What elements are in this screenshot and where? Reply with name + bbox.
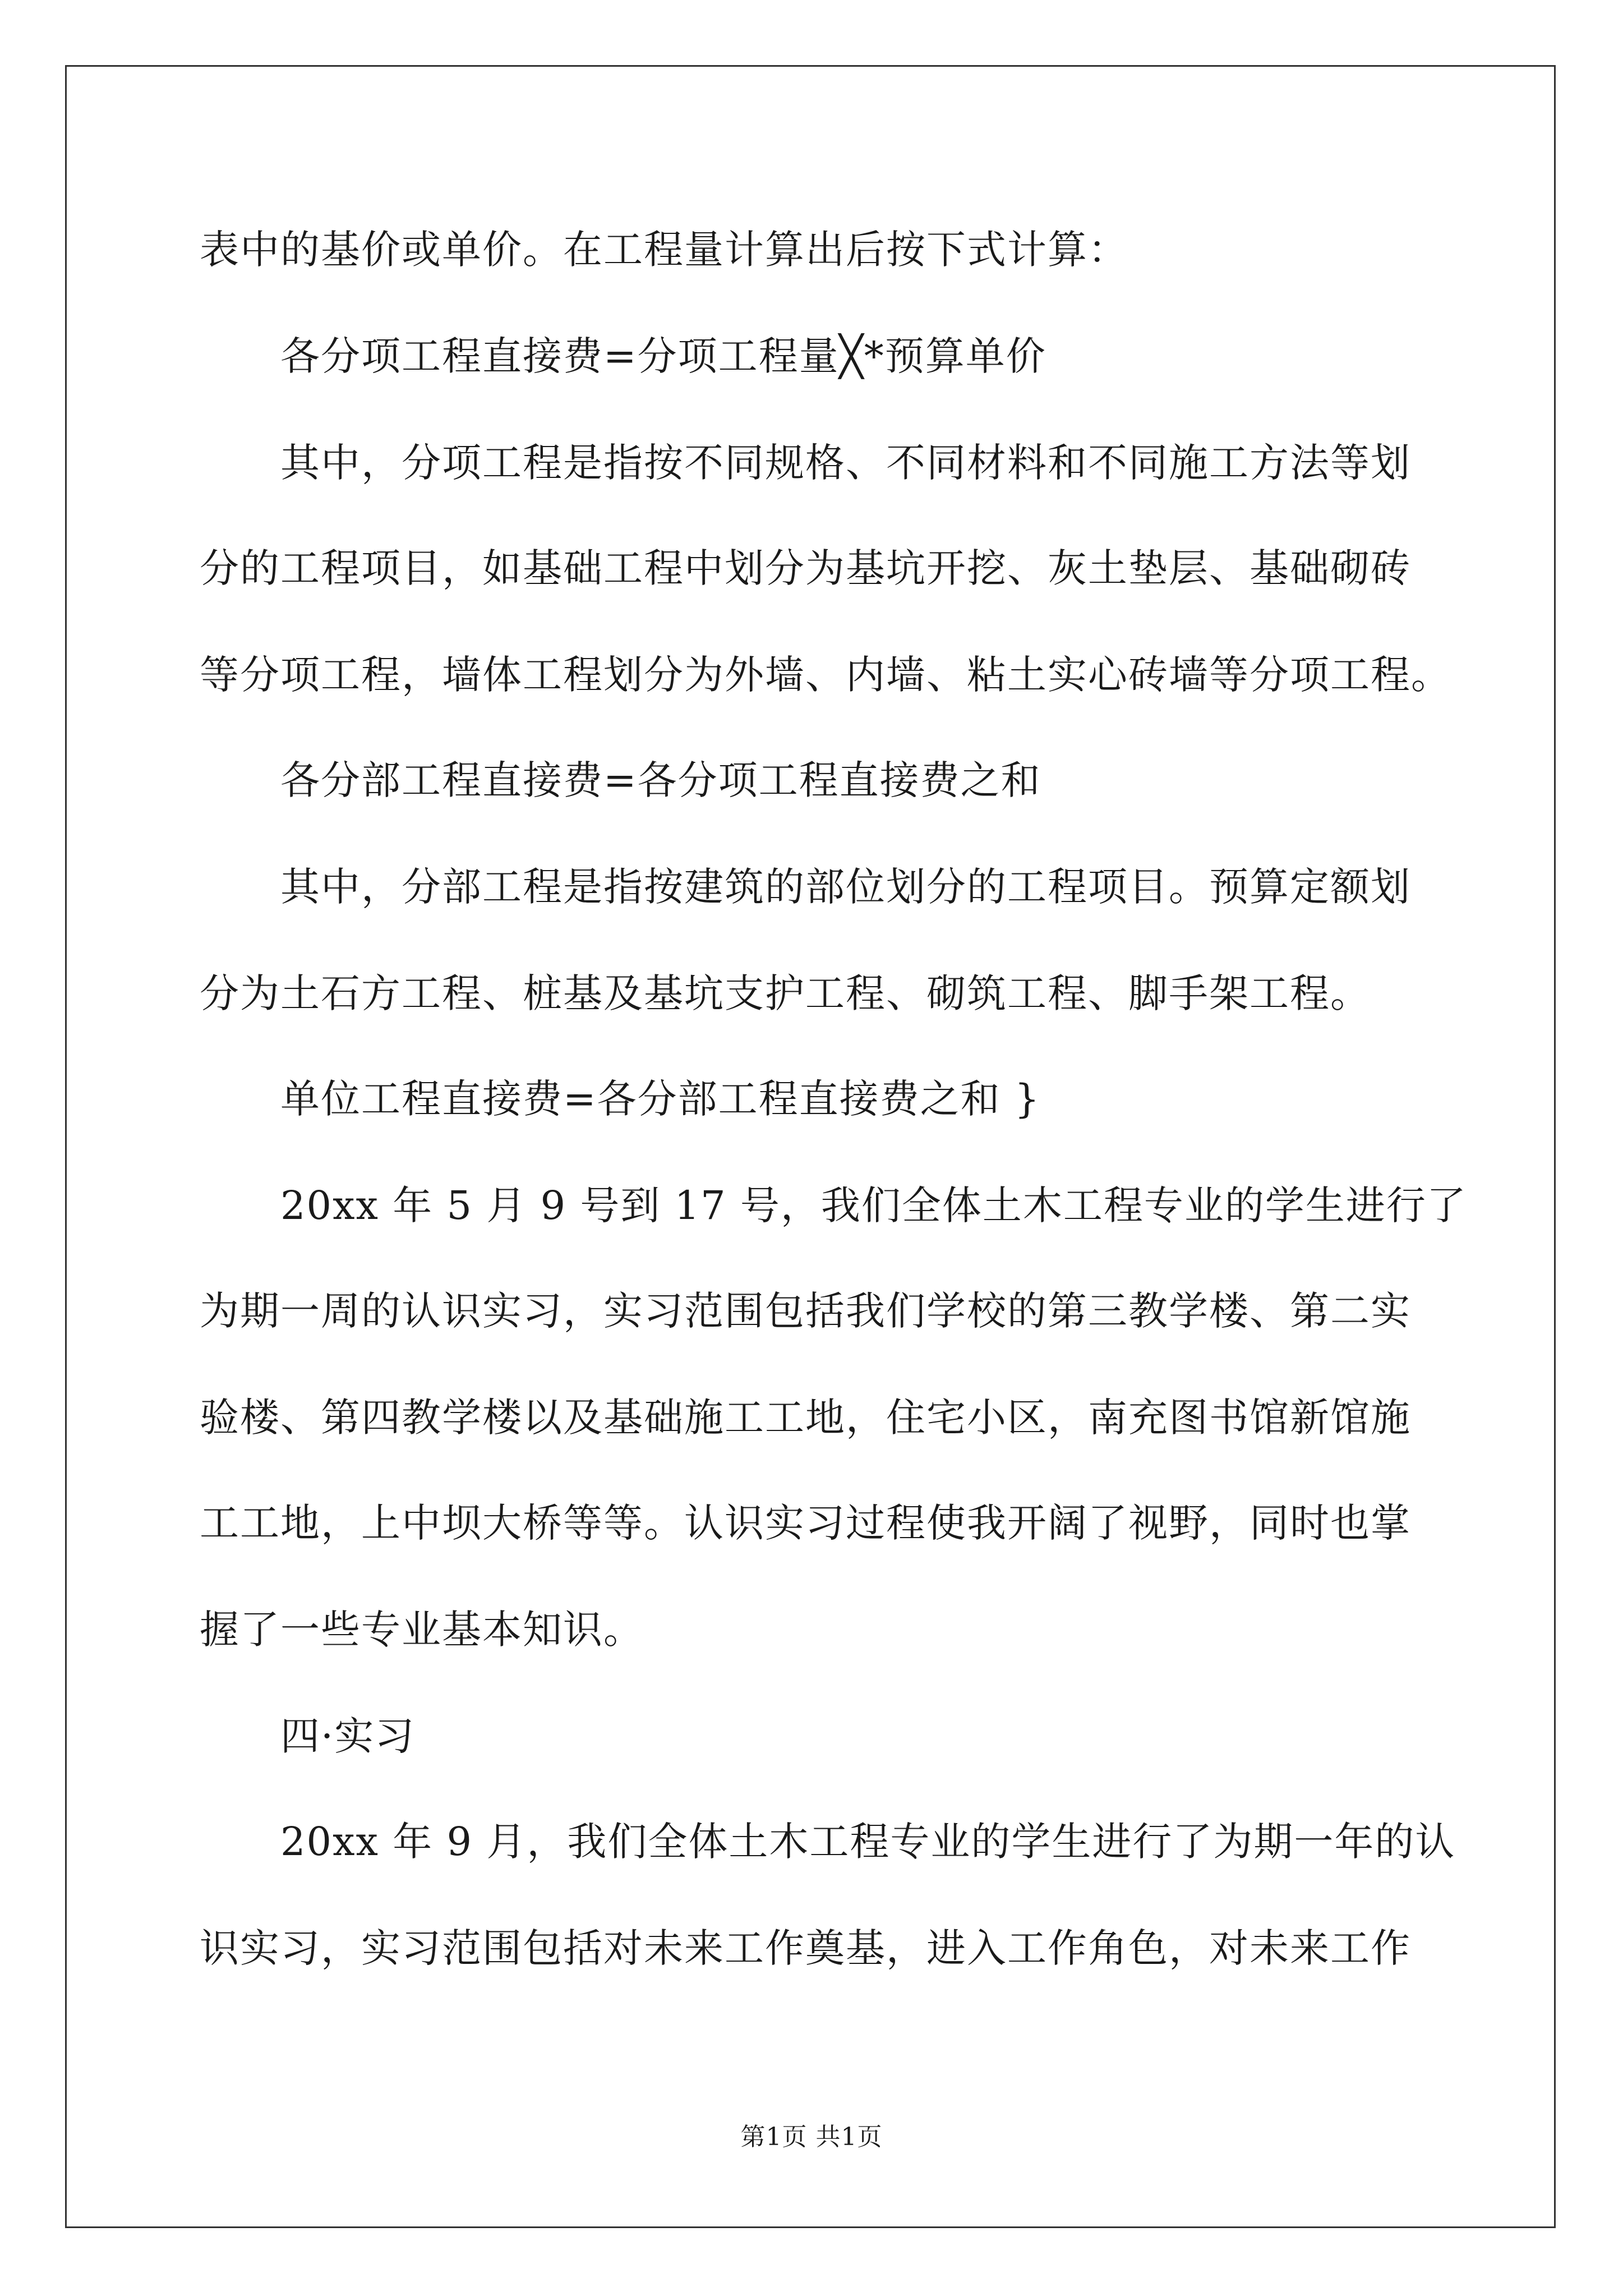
page-footer: 第1页 共1页 (740, 2123, 883, 2151)
text-line: 验楼、第四教学楼以及基础施工工地，住宅小区，南充图书馆新馆施 (200, 1395, 1411, 1441)
text-line: 分为土石方工程、桩基及基坑支护工程、砌筑工程、脚手架工程。 (200, 970, 1371, 1016)
text-line: 分的工程项目，如基础工程中划分为基坑开挖、灰土垫层、基础砌砖 (200, 545, 1411, 591)
text-line: 表中的基价或单价。在工程量计算出后按下式计算： (200, 227, 1128, 273)
text-line: 等分项工程，墙体工程划分为外墙、内墙、粘土实心砖墙等分项工程。 (200, 652, 1451, 698)
text-line: 各分项工程直接费=分项工程量╳*预算单价 (280, 333, 1046, 379)
text-line: 为期一周的认识实习，实习范围包括我们学校的第三教学楼、第二实 (200, 1288, 1411, 1334)
text-line: 工工地，上中坝大桥等等。认识实习过程使我开阔了视野，同时也掌 (200, 1500, 1411, 1546)
text-line: 20xx 年 9 月，我们全体土木工程专业的学生进行了为期一年的认 (280, 1819, 1456, 1865)
section-heading: 四·实习 (280, 1713, 416, 1759)
text-line: 其中，分项工程是指按不同规格、不同材料和不同施工方法等划 (280, 440, 1411, 486)
page-border (65, 65, 1556, 2228)
text-line: 握了一些专业基本知识。 (200, 1607, 644, 1653)
text-line: 其中，分部工程是指按建筑的部位划分的工程项目。预算定额划 (280, 864, 1411, 910)
text-line: 单位工程直接费=各分部工程直接费之和 } (280, 1076, 1041, 1122)
text-line: 识实习，实习范围包括对未来工作奠基，进入工作角色，对未来工作 (200, 1925, 1411, 1971)
text-line: 各分部工程直接费=各分项工程直接费之和 (280, 757, 1041, 803)
text-line: 20xx 年 5 月 9 号到 17 号，我们全体土木工程专业的学生进行了 (280, 1182, 1467, 1228)
